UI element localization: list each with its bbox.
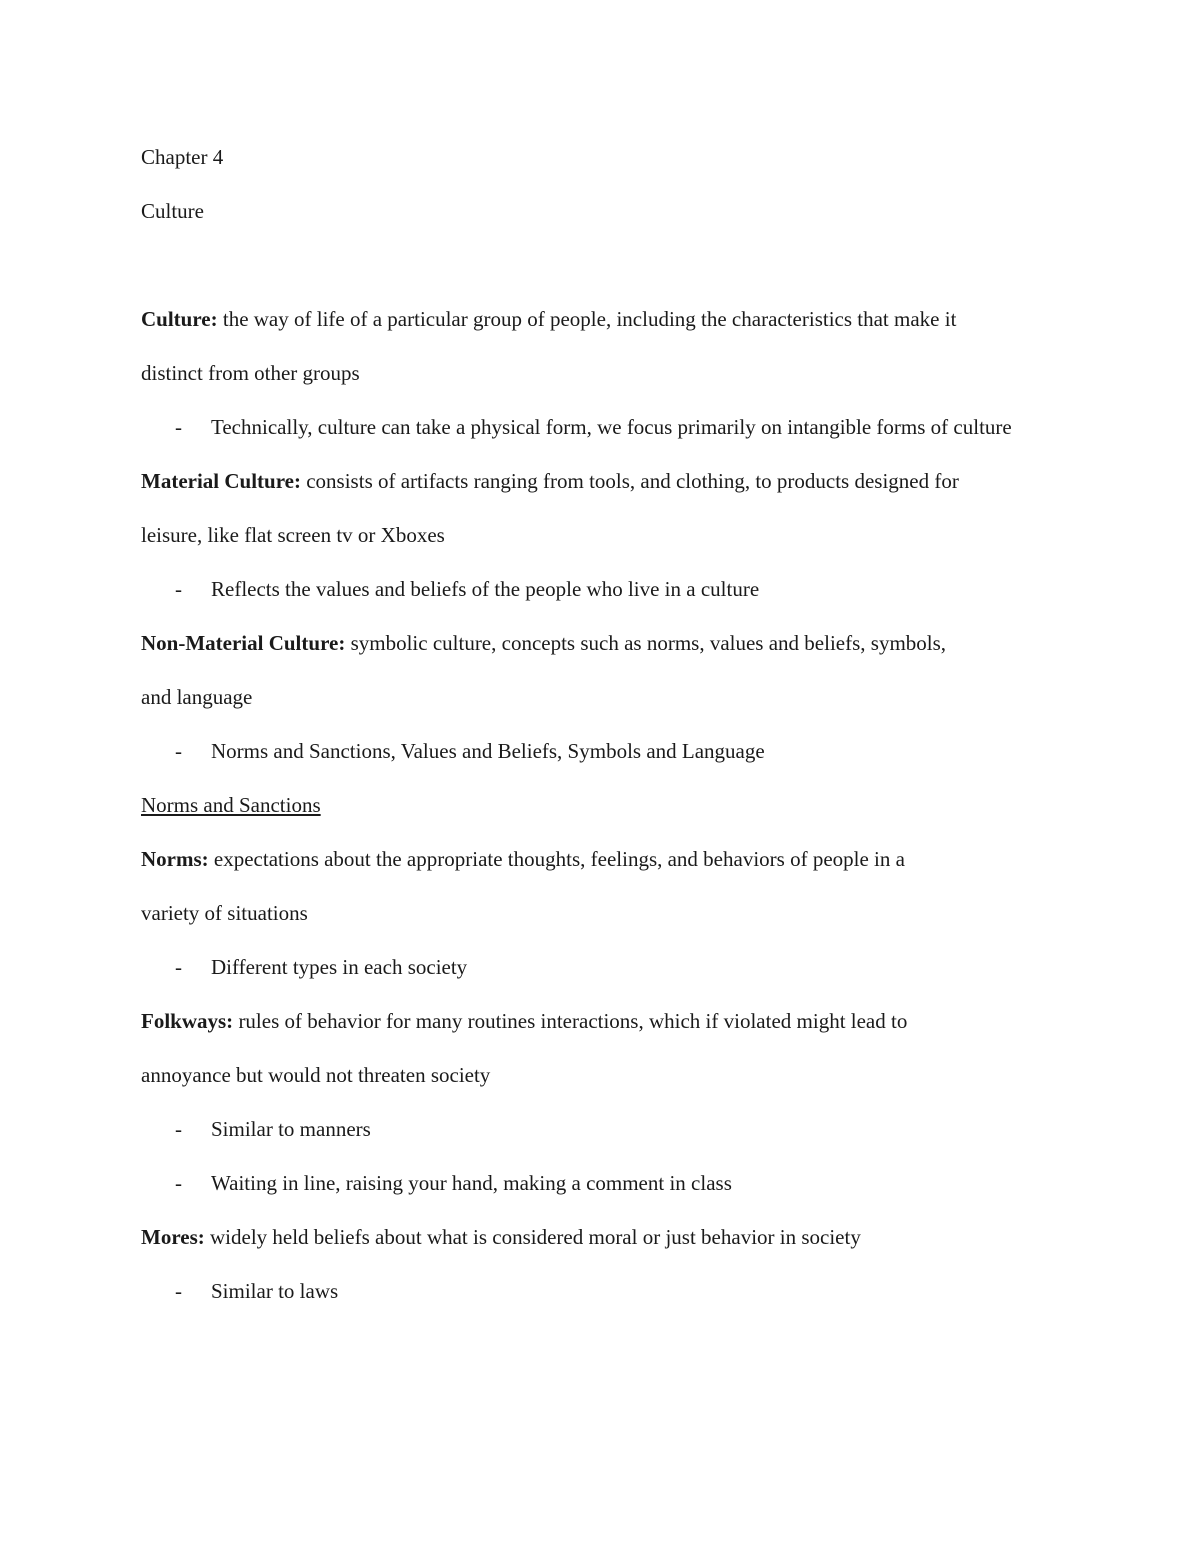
definition-text: widely held beliefs about what is considered moral or just behavior in society (204, 1225, 861, 1249)
blank-line (141, 238, 1071, 292)
term-folkways: Folkways: (141, 1009, 234, 1033)
bullet-marker: - (175, 577, 182, 601)
bullet-text: Similar to laws (211, 1279, 339, 1303)
bullet-marker: - (175, 955, 182, 979)
definition-continuation: leisure, like flat screen tv or Xboxes (141, 523, 445, 547)
definition-culture (141, 292, 1071, 346)
section-heading-norms-and-sanctions: Norms and Sanctions (141, 793, 321, 817)
bullet-item (141, 1102, 1071, 1156)
definition-material-culture (141, 454, 1071, 508)
definition-text: rules of behavior for many routines interactions, which if violated might lead to (233, 1009, 908, 1033)
bullet-marker: - (175, 739, 182, 763)
bullet-marker: - (175, 1279, 182, 1303)
bullet-marker: - (175, 1117, 182, 1141)
bullet-text: Different types in each society (211, 955, 468, 979)
term-norms: Norms: (141, 847, 209, 871)
term-mores: Mores: (141, 1225, 205, 1249)
definition-text: consists of artifacts ranging from tools, and clothing, to products designed for (300, 469, 959, 493)
definition-mores (141, 1210, 1071, 1264)
bullet-item (141, 562, 1071, 616)
chapter-label: Chapter 4 (141, 145, 224, 169)
definition-continuation: and language (141, 685, 253, 709)
definition-continuation: annoyance but would not threaten society (141, 1063, 491, 1087)
definition-text: the way of life of a particular group of people, including the characteristics that make it (217, 307, 957, 331)
bullet-item (141, 1156, 1071, 1210)
bullet-marker: - (175, 415, 182, 439)
definition-continuation: distinct from other groups (141, 361, 360, 385)
bullet-text: Reflects the values and beliefs of the people who live in a culture (211, 577, 760, 601)
term-material-culture: Material Culture: (141, 469, 301, 493)
bullet-item (141, 400, 1071, 454)
definition-text: symbolic culture, concepts such as norms, values and beliefs, symbols, (345, 631, 947, 655)
bullet-text: Waiting in line, raising your hand, making a comment in class (211, 1171, 732, 1195)
bullet-item (141, 1264, 1071, 1318)
bullet-item (141, 940, 1071, 994)
bullet-text: Similar to manners (211, 1117, 371, 1141)
term-culture: Culture: (141, 307, 218, 331)
document-body (141, 130, 1071, 1318)
definition-continuation: variety of situations (141, 901, 308, 925)
bullet-text: Technically, culture can take a physical form, we focus primarily on intangible forms of culture (211, 415, 1012, 439)
term-non-material-culture: Non-Material Culture: (141, 631, 346, 655)
definition-non-material-culture (141, 616, 1071, 670)
bullet-marker: - (175, 1171, 182, 1195)
document-title: Culture (141, 199, 204, 223)
bullet-text: Norms and Sanctions, Values and Beliefs, Symbols and Language (211, 739, 765, 763)
definition-text: expectations about the appropriate thoughts, feelings, and behaviors of people in a (208, 847, 905, 871)
definition-norms (141, 832, 1071, 886)
definition-folkways (141, 994, 1071, 1048)
bullet-item (141, 724, 1071, 778)
